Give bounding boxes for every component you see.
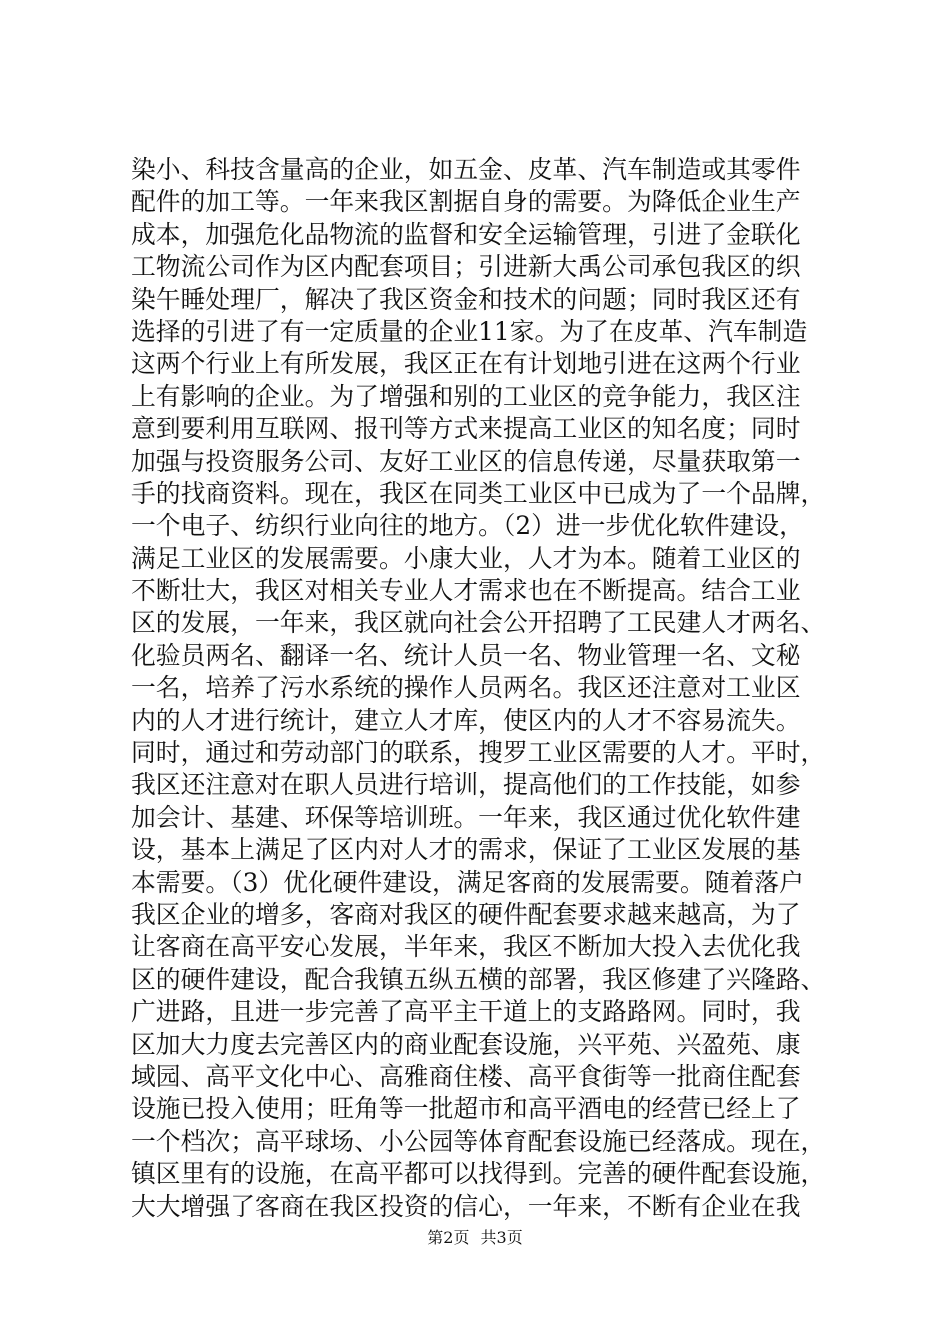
text-line: 配件的加工等。一年来我区割据自身的需要。为降低企业生产 bbox=[131, 187, 801, 217]
text-line: 成本，加强危化品物流的监督和安全运输管理，引进了金联化 bbox=[131, 219, 801, 249]
text-line: 区的硬件建设，配合我镇五纵五横的部署，我区修建了兴隆路、 bbox=[131, 964, 826, 994]
body-text bbox=[131, 154, 831, 1223]
text-line: 工物流公司作为区内配套项目；引进新大禹公司承包我区的织 bbox=[131, 252, 801, 282]
text-line: 满足工业区的发展需要。小康大业，人才为本。随着工业区的 bbox=[131, 543, 801, 573]
text-line: 一个电子、纺织行业向往的地方。（2）进一步优化软件建设， bbox=[131, 511, 804, 541]
text-line: 设施已投入使用；旺角等一批超市和高平酒电的经营已经上了 bbox=[131, 1094, 801, 1124]
text-line: 镇区里有的设施，在高平都可以找得到。完善的硬件配套设施， bbox=[131, 1159, 826, 1189]
text-line: 广进路，且进一步完善了高平主干道上的支路路网。同时，我 bbox=[131, 997, 801, 1027]
text-line: 染午睡处理厂，解决了我区资金和技术的问题；同时我区还有 bbox=[131, 284, 801, 314]
text-line: 加强与投资服务公司、友好工业区的信息传递，尽量获取第一 bbox=[131, 446, 801, 476]
text-line: 区加大力度去完善区内的商业配套设施，兴平苑、兴盈苑、康 bbox=[131, 1029, 801, 1059]
text-line: 上有影响的企业。为了增强和别的工业区的竞争能力，我区注 bbox=[131, 381, 801, 411]
text-line: 区的发展，一年来，我区就向社会公开招聘了工民建人才两名、 bbox=[131, 608, 826, 638]
text-line: 设，基本上满足了区内对人才的需求，保证了工业区发展的基 bbox=[131, 835, 801, 865]
text-line: 内的人才进行统计，建立人才库，使区内的人才不容易流失。 bbox=[131, 705, 801, 735]
text-line: 大大增强了客商在我区投资的信心，一年来，不断有企业在我 bbox=[131, 1191, 801, 1221]
text-line: 同时，通过和劳动部门的联系，搜罗工业区需要的人才。平时， bbox=[131, 738, 826, 768]
text-line: 我区还注意对在职人员进行培训，提高他们的工作技能，如参 bbox=[131, 770, 801, 800]
text-line: 一个档次；高平球场、小公园等体育配套设施已经落成。现在， bbox=[131, 1126, 826, 1156]
text-line: 手的找商资料。现在，我区在同类工业区中已成为了一个品牌， bbox=[131, 478, 826, 508]
page-number: 第2页 bbox=[427, 1228, 470, 1247]
text-line: 选择的引进了有一定质量的企业11家。为了在皮革、汽车制造 bbox=[131, 316, 808, 346]
text-line: 域园、高平文化中心、高雅商住楼、高平食街等一批商住配套 bbox=[131, 1061, 801, 1091]
text-line: 一名，培养了污水系统的操作人员两名。我区还注意对工业区 bbox=[131, 673, 801, 703]
text-line: 让客商在高平安心发展，半年来，我区不断加大投入去优化我 bbox=[131, 932, 801, 962]
text-line: 这两个行业上有所发展，我区正在有计划地引进在这两个行业 bbox=[131, 349, 801, 379]
text-line: 染小、科技含量高的企业，如五金、皮革、汽车制造或其零件 bbox=[131, 155, 801, 184]
text-line: 我区企业的增多，客商对我区的硬件配套要求越来越高，为了 bbox=[131, 899, 801, 929]
text-line: 化验员两名、翻译一名、统计人员一名、物业管理一名、文秘 bbox=[131, 640, 801, 670]
text-line: 加会计、基建、环保等培训班。一年来，我区通过优化软件建 bbox=[131, 802, 801, 832]
text-line: 意到要利用互联网、报刊等方式来提高工业区的知名度；同时 bbox=[131, 414, 801, 444]
text-line: 本需要。（3）优化硬件建设，满足客商的发展需要。随着落户 bbox=[131, 867, 804, 897]
page-total: 共3页 bbox=[480, 1228, 523, 1247]
page-footer bbox=[0, 1228, 950, 1248]
text-line: 不断壮大，我区对相关专业人才需求也在不断提高。结合工业 bbox=[131, 576, 801, 606]
